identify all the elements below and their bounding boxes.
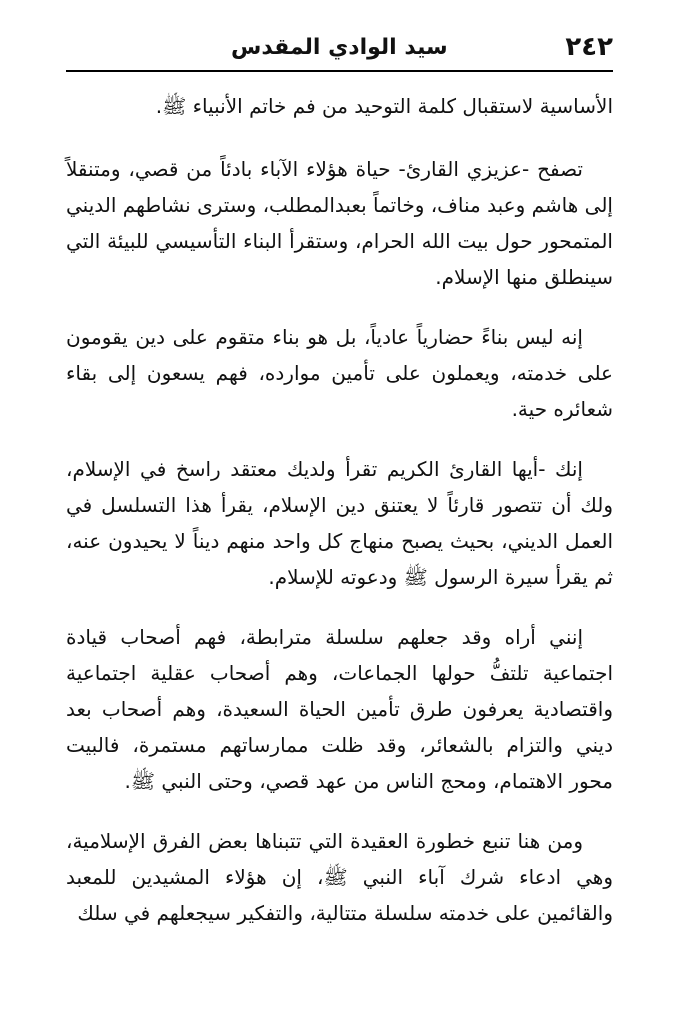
page-header	[66, 24, 613, 72]
paragraph: الأساسية لاستقبال كلمة التوحيد من فم خاتم الأنبياء ﷺ.	[155, 94, 613, 118]
paragraph: ومن هنا تنبع خطورة العقيدة التي تتبناها بعض الفرق الإسلامية، وهي ادعاء شرك آباء النبي ﷺ، إن هؤلاء المشيدين للمعبد والقائمين على خدمته سلسلة متتالية، والتفكير سيجعلهم في سلك	[66, 829, 613, 925]
paragraph: إنه ليس بناءً حضارياً عادياً، بل هو بناء متقوم على دين يقومون على خدمته، ويعملون على تأمين موارده، فهم يسعون إلى بقاء شعائره حية.	[66, 325, 613, 421]
paragraph: إنك -أيها القارئ الكريم تقرأ ولديك معتقد راسخ في الإسلام، ولك أن تتصور قارئاً لا يعتنق دين الإسلام، يقرأ هذا التسلسل في العمل الديني، بحيث يصبح منهاج كل واحد منهم ديناً لا يحيدون عنه، ثم يقرأ سيرة الرسول ﷺ ودعوته للإسلام.	[66, 457, 613, 589]
paragraph: إنني أراه وقد جعلهم سلسلة مترابطة، فهم أصحاب قيادة اجتماعية تلتفُّ حولها الجماعات، وهم أصحاب عقلية اجتماعية واقتصادية يعرفون طرق تأمين الحياة السعيدة، وهم أصحاب بعد ديني والتزام بالشعائر، وقد ظلت ممارساتهم مستمرة، فالبيت محور الاهتمام، ومحج الناس من عهد قصي، وحتى النبي ﷺ.	[66, 625, 613, 793]
page-number: ٢٤٢	[565, 32, 613, 62]
running-title: سيد الوادي المقدس	[231, 35, 448, 60]
page-body	[66, 72, 613, 931]
book-page	[66, 24, 613, 955]
paragraph: تصفح -عزيزي القارئ- حياة هؤلاء الآباء بادئاً من قصي، ومتنقلاً إلى هاشم وعبد مناف، وخاتماً بعبدالمطلب، وسترى نشاطهم الديني المتمحور حول بيت الله الحرام، وستقرأ البناء التأسيسي للبيئة التي سينطلق منها الإسلام.	[66, 157, 613, 289]
